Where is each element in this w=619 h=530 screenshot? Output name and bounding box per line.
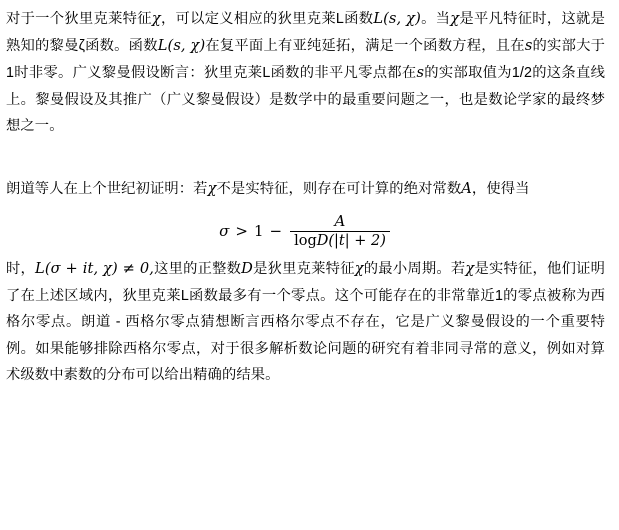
equation-operator: − bbox=[269, 222, 283, 241]
math-l-s-chi: L(s, χ) bbox=[373, 10, 421, 27]
text-run: 在复平面上有亚纯延拓，满足一个函数方程，且在 bbox=[205, 37, 525, 54]
text-run: 是平凡特征时，这就是熟知的黎曼ζ函数。函数 bbox=[6, 11, 606, 54]
equation-term-one: 1 bbox=[253, 222, 264, 241]
text-run: ，使得当 bbox=[471, 180, 530, 197]
math-d: D bbox=[241, 259, 253, 277]
paragraph-landau-theorem bbox=[6, 176, 605, 203]
text-run: 是狄里克莱特征 bbox=[252, 260, 355, 277]
log-argument: D(|t| + 2) bbox=[316, 233, 386, 250]
text-run: 对于一个狄里克莱特征 bbox=[6, 11, 152, 27]
text-run: 时， bbox=[6, 260, 36, 277]
math-s: s bbox=[416, 63, 425, 81]
math-chi: χ bbox=[207, 179, 217, 197]
text-run: 的最小周期。若 bbox=[363, 260, 466, 277]
equation-relation: > bbox=[235, 222, 248, 241]
fraction-numerator: A bbox=[334, 211, 346, 230]
math-s: s bbox=[524, 36, 533, 54]
math-a: A bbox=[461, 179, 472, 197]
math-l-sigma-it-chi: L(σ + it, χ) ≠ 0, bbox=[35, 259, 154, 277]
paragraph-siegel-zero bbox=[6, 256, 605, 389]
text-run: 的实部取值为1/2的这条直线上。黎曼假设及其推广（广义黎曼假设）是数学中的最重要问题之一，也是数论学家的最终梦想之一。 bbox=[6, 64, 605, 135]
equation-row bbox=[219, 213, 392, 250]
math-l-s-chi: L(s, χ) bbox=[157, 36, 206, 54]
math-chi: χ bbox=[354, 259, 364, 277]
text-run: 若 bbox=[193, 180, 208, 197]
math-chi: χ bbox=[151, 10, 161, 27]
text-run: 这里的正整数 bbox=[153, 260, 242, 277]
math-chi: χ bbox=[450, 10, 460, 27]
display-equation bbox=[6, 213, 605, 250]
math-chi: χ bbox=[465, 259, 475, 277]
paragraph-dirichlet-l-function bbox=[6, 6, 605, 140]
paragraph-spacer bbox=[6, 140, 605, 176]
equation-lhs: σ bbox=[219, 222, 230, 241]
log-label: log bbox=[294, 233, 317, 250]
text-run: 不是实特征，则存在可计算的绝对常数 bbox=[216, 180, 462, 197]
fraction-denominator bbox=[290, 232, 390, 250]
text-run: 是实特征，他们证明了在上述区域内，狄里克莱L函数最多有一个零点。这个可能存在的非常靠近1的零点被称为西格尔零点。朗道 - 西格尔零点猜想断言西格尔零点不存在，它是广义黎曼假设的一个重要特例。如果能够排除西格尔零点，对于很多解析数论问题的研究有着非同寻常的意义，例如对算术级数中素数的分布可以给出精确的结果。 bbox=[6, 260, 605, 384]
text-run: 朗道等人在上个世纪初证明： bbox=[6, 180, 194, 197]
equation-fraction bbox=[290, 213, 390, 250]
text-run: 的实部大于1时非零。广义黎曼假设断言：狄里克莱L函数的非平凡零点都在 bbox=[6, 37, 606, 81]
text-run: ，可以定义相应的狄里克莱L函数 bbox=[160, 11, 374, 27]
text-run: 。当 bbox=[420, 11, 451, 27]
